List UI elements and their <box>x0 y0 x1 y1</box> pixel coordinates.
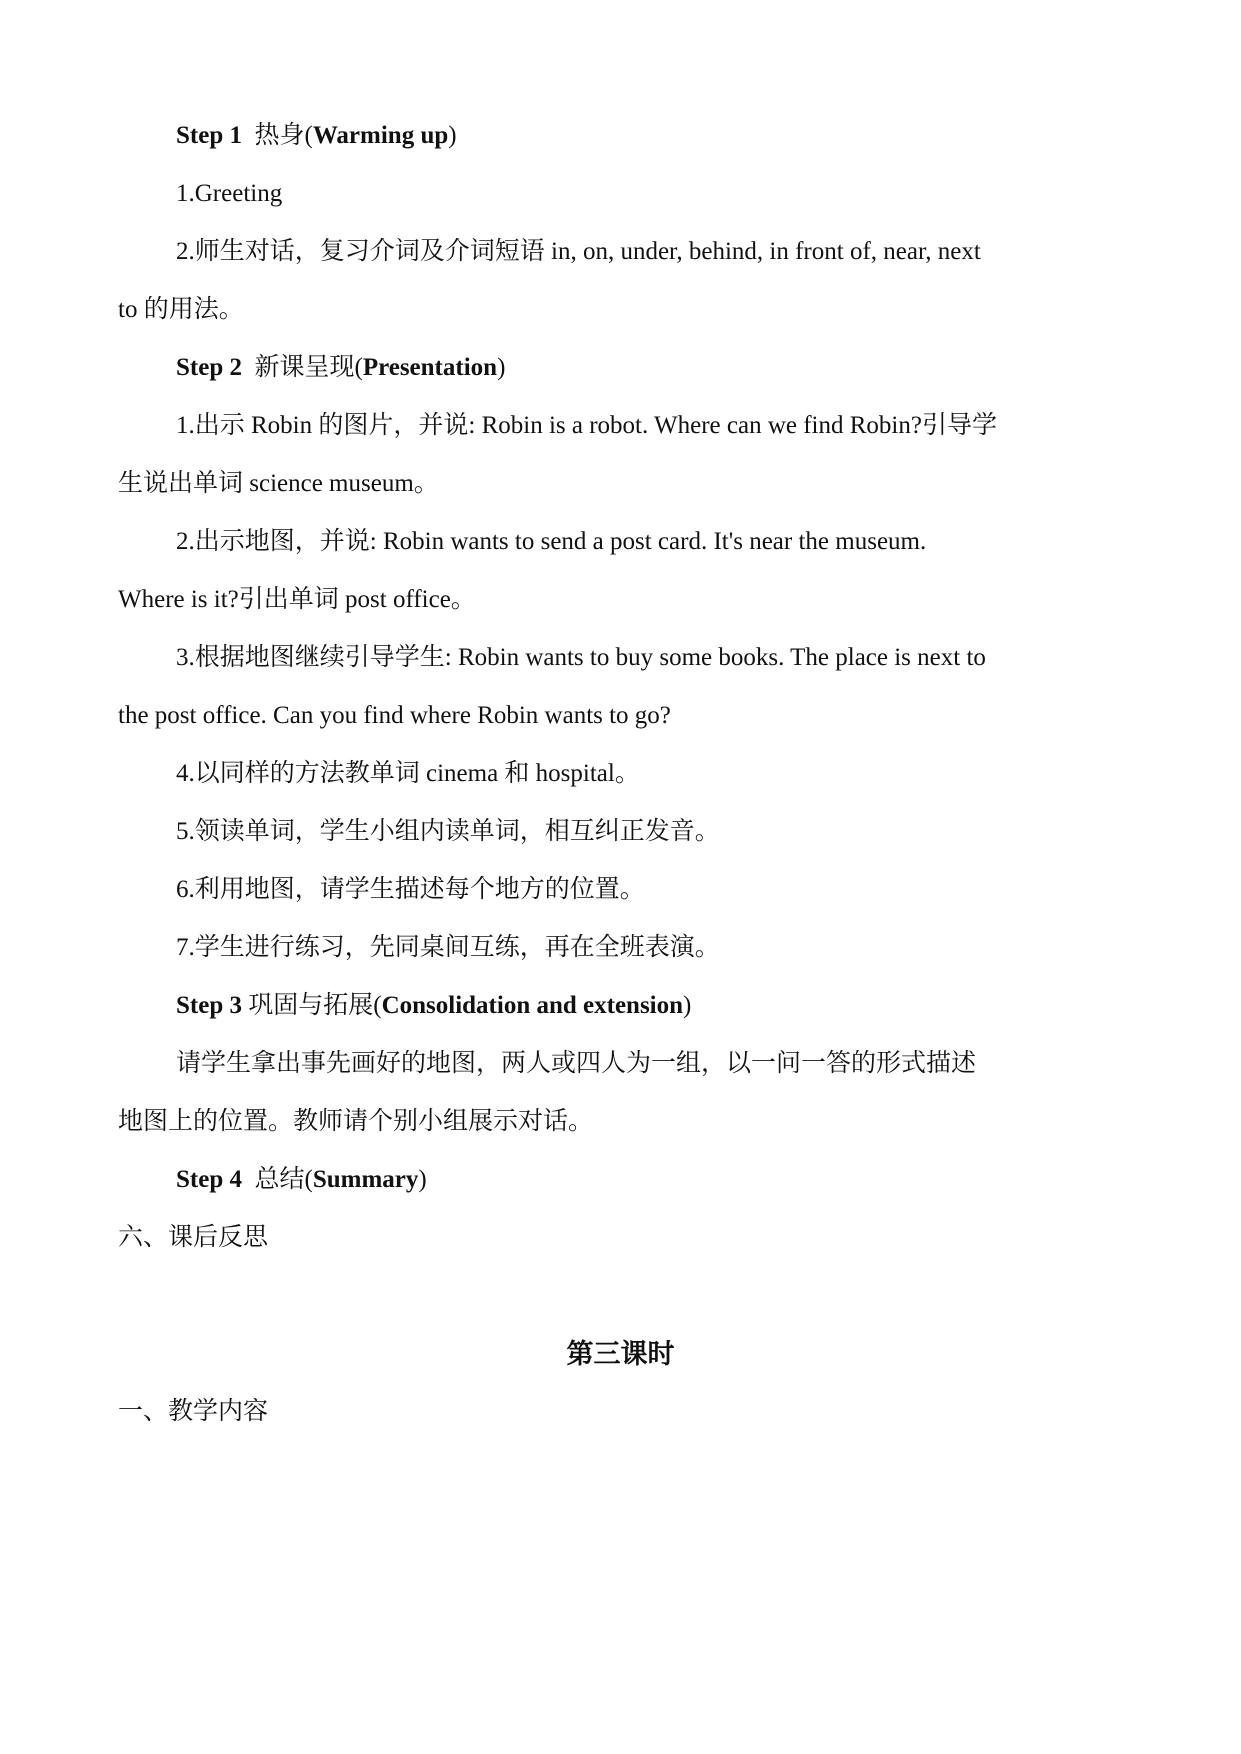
step3-en: Consolidation and extension <box>381 992 684 1019</box>
paragraph: 4.以同样的方法教单词 cinema 和 hospital。 <box>176 760 640 787</box>
step2-heading <box>176 350 505 386</box>
step1-cn: 热身( <box>254 122 313 149</box>
paragraph: 地图上的位置。教师请个别小组展示对话。 <box>118 1108 594 1135</box>
section-heading: 六、课后反思 <box>118 1224 269 1251</box>
step2-en: Presentation <box>362 354 498 381</box>
paragraph: 7.学生进行练习，先同桌间互练，再在全班表演。 <box>176 934 720 961</box>
step1-label: Step 1 <box>176 122 242 149</box>
paragraph: to 的用法。 <box>118 296 244 323</box>
paragraph: 生说出单词 science museum。 <box>118 470 439 497</box>
paragraph: 3.根据地图继续引导学生: Robin wants to buy some books. The place is next to <box>176 644 986 671</box>
paragraph: Where is it?引出单词 post office。 <box>118 586 476 613</box>
step4-heading <box>176 1162 427 1198</box>
paragraph: 2.出示地图，并说: Robin wants to send a post card. It's near the museum. <box>176 528 927 555</box>
step1-heading <box>176 118 457 154</box>
paragraph: 请学生拿出事先画好的地图，两人或四人为一组，以一问一答的形式描述 <box>176 1050 977 1077</box>
paragraph: 1.出示 Robin 的图片，并说: Robin is a robot. Where can we find Robin?引导学 <box>176 412 997 439</box>
step4-label: Step 4 <box>176 1166 242 1193</box>
step3-heading <box>176 988 691 1024</box>
step3-label: Step 3 <box>176 992 242 1019</box>
paragraph: 5.领读单词，学生小组内读单词，相互纠正发音。 <box>176 818 720 845</box>
step2-label: Step 2 <box>176 354 242 381</box>
step2-cn: 新课呈现( <box>254 354 363 381</box>
step4-en: Summary <box>312 1166 419 1193</box>
step2-close: ) <box>497 354 506 381</box>
lesson-title: 第三课时 <box>566 1339 675 1369</box>
step1-en: Warming up <box>312 122 449 149</box>
step4-close: ) <box>418 1166 427 1193</box>
step4-cn: 总结( <box>254 1166 313 1193</box>
paragraph: the post office. Can you find where Robin wants to go? <box>118 702 671 729</box>
paragraph: 1.Greeting <box>176 180 283 207</box>
step3-cn: 巩固与拓展( <box>248 992 382 1019</box>
paragraph: 2.师生对话，复习介词及介词短语 in, on, under, behind, in front of, near, next <box>176 238 981 265</box>
paragraph: 6.利用地图，请学生描述每个地方的位置。 <box>176 876 645 903</box>
section-heading: 一、教学内容 <box>118 1398 269 1425</box>
step3-close: ) <box>683 992 692 1019</box>
step1-close: ) <box>448 122 457 149</box>
